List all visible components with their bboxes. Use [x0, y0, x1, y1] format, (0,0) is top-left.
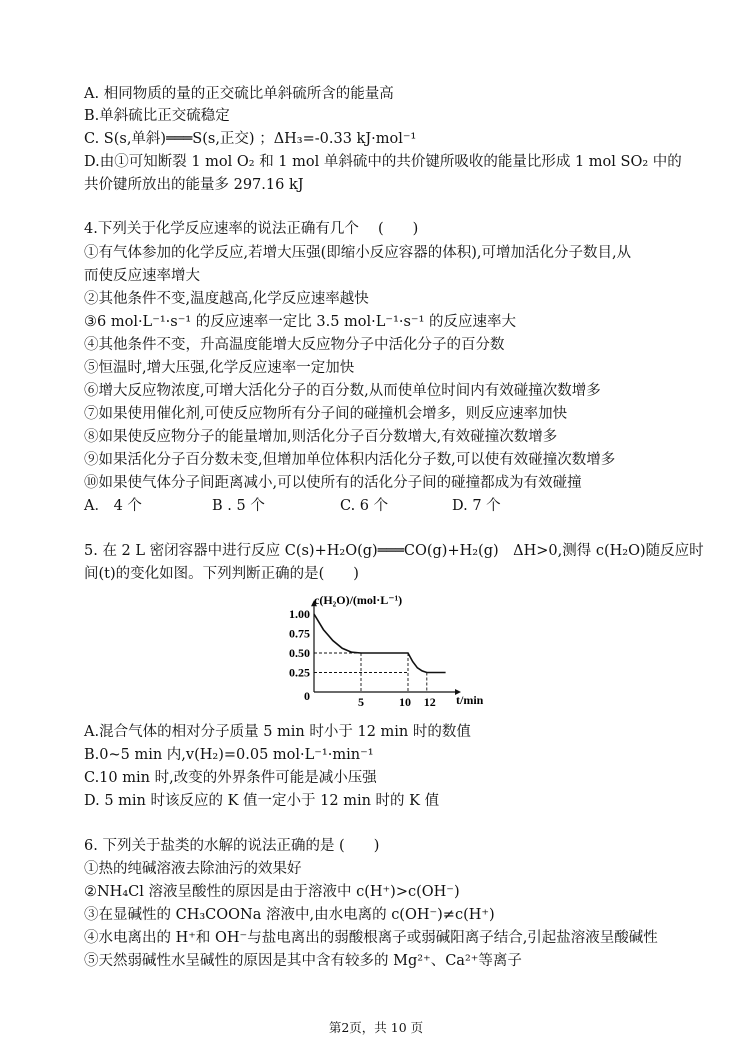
x-tick-label: 10	[399, 695, 411, 709]
q4-item: ⑧如果使反应物分子的能量增加,则活化分子百分数增大,有效碰撞次数增多	[84, 429, 558, 445]
q6-item: ②NH₄Cl 溶液呈酸性的原因是由于溶液中 c(H⁺)>c(OH⁻)	[84, 884, 460, 900]
q3-option-c: C. S(s,单斜)═══S(s,正交) ；ΔH₃=-0.33 kJ·mol⁻¹	[84, 131, 417, 147]
q6-item: ⑤天然弱碱性水呈碱性的原因是其中含有较多的 Mg²⁺、Ca²⁺等离子	[84, 953, 522, 969]
x-tick-labels	[358, 695, 436, 709]
q3-option-a: A. 相同物质的量的正交硫比单斜硫所含的能量高	[84, 86, 394, 102]
q4-item: ④其他条件不变，升高温度能增大反应物分子中活化分子的百分数	[84, 337, 505, 353]
y-tick-labels	[289, 607, 310, 680]
x-axis-label: t/min	[456, 693, 484, 707]
q5-option-c: C.10 min 时,改变的外界条件可能是减小压强	[84, 770, 377, 786]
q3-option-d-line1: D.由①可知断裂 1 mol O₂ 和 1 mol 单斜硫中的共价键所吸收的能量比形成 1 mol SO₂ 中的	[84, 154, 682, 170]
q3-option-d-line2: 共价键所放出的能量多 297.16 kJ	[84, 177, 304, 193]
x-tick-label: 12	[423, 695, 436, 709]
q5-option-b: B.0~5 min 内,v(H₂)=0.05 mol·L⁻¹·min⁻¹	[84, 747, 374, 763]
y-axis-label: c(H₂O)/(mol·L⁻¹)	[314, 593, 403, 607]
q5-option-d: D. 5 min 时该反应的 K 值一定小于 12 min 时的 K 值	[84, 793, 440, 809]
concentration-curve	[314, 614, 446, 673]
q4-item: ⑩如果使气体分子间距离减小,可以使所有的活化分子间的碰撞都成为有效碰撞	[84, 475, 582, 491]
q4-option-b: B . 5 个	[212, 498, 265, 514]
q4-item: ⑥增大反应物浓度,可增大活化分子的百分数,从而使单位时间内有效碰撞次数增多	[84, 383, 601, 399]
chart-guide-lines	[314, 653, 427, 692]
q5-option-a: A.混合气体的相对分子质量 5 min 时小于 12 min 时的数值	[84, 724, 471, 740]
q6-stem: 6. 下列关于盐类的水解的说法正确的是 ( )	[84, 838, 380, 854]
y-tick-label: 0.75	[289, 626, 310, 641]
q3-option-b: B.单斜硫比正交硫稳定	[84, 108, 230, 124]
x-tick-label: 5	[358, 695, 364, 709]
y-tick-label: 1.00	[289, 607, 310, 621]
q4-item: 而使反应速率增大	[84, 268, 200, 284]
q4-item: ③6 mol·L⁻¹·s⁻¹ 的反应速率一定比 3.5 mol·L⁻¹·s⁻¹ 的反应速率大	[84, 314, 517, 330]
q5-stem-line1: 5. 在 2 L 密闭容器中进行反应 C(s)+H₂O(g)═══CO(g)+H₂(g) ΔH>0,测得 c(H₂O)随反应时	[84, 543, 704, 559]
q4-item: ②其他条件不变,温度越高,化学反应速率越快	[84, 291, 369, 307]
q6-item: ①热的纯碱溶液去除油污的效果好	[84, 861, 302, 877]
q4-stem: 4.下列关于化学反应速率的说法正确有几个 ( )	[84, 221, 419, 237]
q6-item: ④水电离出的 H⁺和 OH⁻与盐电离出的弱酸根离子或弱碱阳离子结合,引起盐溶液呈酸碱性	[84, 930, 658, 946]
q4-item: ⑨如果活化分子百分数未变,但增加单位体积内活化分子数,可以使有效碰撞次数增多	[84, 452, 616, 468]
q4-item: ①有气体参加的化学反应,若增大压强(即缩小反应容器的体积),可增加活化分子数目,从	[84, 245, 632, 261]
q4-item: ⑤恒温时,增大压强,化学反应速率一定加快	[84, 360, 355, 376]
q4-option-a: A． 4 个	[84, 498, 142, 514]
y-tick-label: 0.50	[289, 646, 310, 660]
page-footer: 第2页，共 10 页	[328, 1020, 424, 1035]
q6-item: ③在显碱性的 CH₃COONa 溶液中,由水电离的 c(OH⁻)≠c(H⁺)	[84, 907, 495, 923]
origin-label: 0	[304, 689, 310, 703]
y-tick-label: 0.25	[289, 665, 310, 680]
chart-axes	[311, 600, 461, 695]
q5-stem-line2: 间(t)的变化如图。下列判断正确的是( )	[84, 566, 359, 582]
q4-item: ⑦如果使用催化剂,可使反应物所有分子间的碰撞机会增多，则反应速率加快	[84, 406, 568, 422]
q4-option-c: C. 6 个	[340, 498, 389, 514]
q4-option-d: D. 7 个	[452, 498, 501, 514]
concentration-time-chart	[280, 590, 484, 712]
